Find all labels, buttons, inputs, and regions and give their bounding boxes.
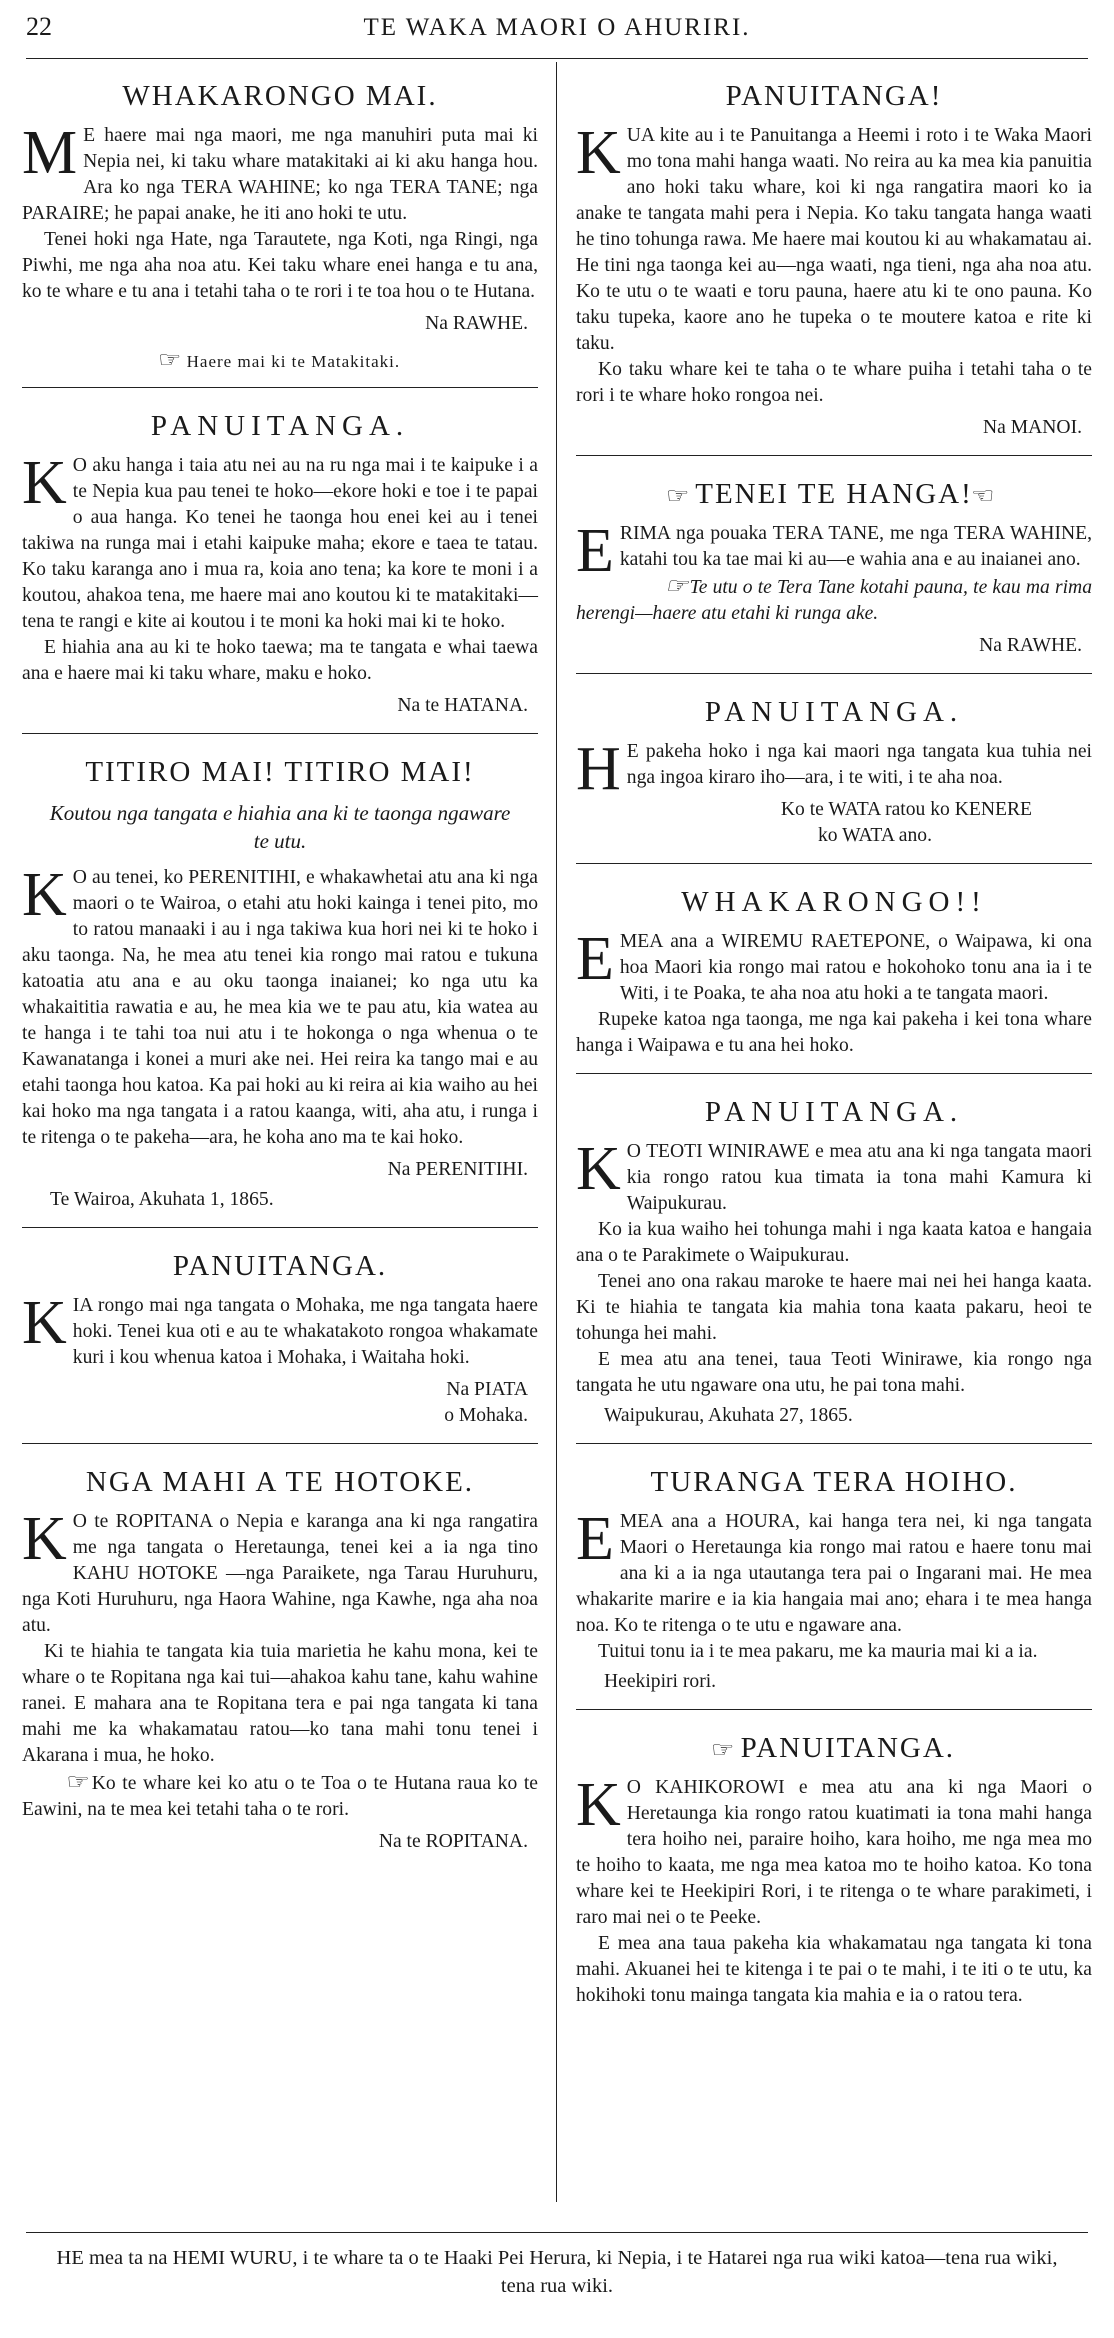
drop-cap: K (576, 119, 621, 187)
notice-title: TITIRO MAI! TITIRO MAI! (85, 756, 475, 788)
left-column (22, 66, 538, 1867)
notice-text: MEA ana a WIREMU RAETEPONE, o Waipawa, ki ona hoa Maori kia rongo mai ratou e hokohoko tonu ana ia i te Witi, i te Poaka, te aha noa atu hoki a te tangata maori. (619, 931, 1092, 1004)
separator (576, 1073, 1092, 1074)
notice-text: UA kite au i te Panuitanga a Heemi i roto i te Waka Maori mo tona mahi hanga waati. No reira au ka mea kia panuitia ano hoki taku whare, koi ki nga rangatira maori ko ia anake te tangata mahi pera i Nepia. Ko taku tangata hanga waati he tino tohunga rawa. Me haere mai koutou ki au whakamatau ai. He tini nga taonga kei au—nga waati, nga tieni, nga aha noa atu. Ko te utu o te waati e toru pauna, haere atu ki te ono pauna. Ko taku tupeka, kaore ano he tupeka o te moutere katoa e rite ki taku. (576, 125, 1092, 354)
notice-text: Tenei hoki nga Hate, nga Tarautete, nga Koti, nga Ringi, nga Piwhi, me nga aha noa atu. Kei taku whare enei hanga e tu ana, ko te whare e tu ana i tetahi taha o te rori i te toa hou o te Hutana. (22, 229, 538, 302)
notice-title: PANUITANGA! (725, 80, 943, 112)
notice-text: E hiahia ana au ki te hoko taewa; ma te tangata e whai taewa ana e haere mai ki taku whare, maku e hoko. (22, 637, 538, 684)
signature: Na RAWHE. (979, 635, 1082, 656)
pointing-hand-icon: ☜ (970, 483, 997, 508)
notice-text: Ko taku whare kei te taha o te whare puiha i tetahi taha o te rori i te whare hoko rongoa nei. (576, 359, 1092, 406)
separator (576, 863, 1092, 864)
notice-title: ☞ PANUITANGA. (710, 1732, 956, 1764)
signature: ko WATA ano. (818, 825, 932, 846)
notice-text: IA rongo mai nga tangata o Mohaka, me nga tangata haere hoki. Tenei kua oti e au te whakatakoto rongoa whakamate kuri i kou whenua katoa i Mohaka, i Waitaha hoki. (72, 1295, 538, 1368)
notice-whakarongo-raetepone (576, 872, 1092, 1071)
separator (576, 455, 1092, 456)
signature: Ko te WATA ratou ko KENERE (780, 799, 1032, 820)
dateline: Te Wairoa, Akuhata 1, 1865. (50, 1189, 274, 1210)
notice-panuitanga-manoi (576, 66, 1092, 453)
signature: Na te ROPITANA. (378, 1831, 528, 1852)
notice-text: Tenei ano ona rakau maroke te haere mai nei hei hanga kaata. Ki te hiahia te tangata kia mahia tona kaata pakaru, heoi te tohunga hei mahi. (576, 1271, 1092, 1344)
notice-titiro-mai (22, 742, 538, 1225)
signature: Na PIATA (446, 1379, 528, 1400)
separator (22, 387, 538, 388)
signature: Na MANOI. (982, 417, 1082, 438)
separator (22, 1443, 538, 1444)
drop-cap: E (576, 1505, 614, 1573)
notice-text: Rupeke katoa nga taonga, me nga kai pakeha i kei tona whare hanga i Waipawa e tu ana hei hoko. (576, 1009, 1092, 1056)
notice-title: PANUITANGA. (704, 1096, 964, 1128)
drop-cap: K (22, 1505, 67, 1573)
notice-panuitanga-hatana (22, 396, 538, 731)
notice-text: O TEOTI WINIRAWE e mea atu ana ki nga tangata maori kia rongo ratou kua timata ia tona mahi Kamura ki Waipukurau. (626, 1141, 1092, 1214)
column-rule (556, 62, 557, 2202)
notice-text: Ki te hiahia te tangata kia tuia marietia he kahu mona, kei te whare o te Ropitana nga kai tui—ahakoa kahu tane, kahu wahine ranei. E mahara ana te Ropitana tera e pai nga tangata ki tana mahi me ka whakamatau ratou—ko tana mahi tonu tenei i Akarana i mua, he hoko. (22, 1641, 538, 1766)
notice-text: Ko ia kua waiho hei tohunga mahi i nga kaata katoa e hangaia ana o te Parakimete o Waipukurau. (576, 1219, 1092, 1266)
signature: Na RAWHE. (425, 313, 528, 334)
notice-title: PANUITANGA. (150, 410, 410, 442)
notice-text: E haere mai nga maori, me nga manuhiri puta mai ki Nepia nei, ki taku whare matakitaki ai ki aku hanga hou. Ara ko nga TERA WAHINE; ko nga TERA TANE; nga PARAIRE; he papai anake, he iti ano hoki te utu. (22, 125, 538, 224)
pointing-hand-icon: ☞ (66, 1769, 90, 1794)
signature: Na te HATANA. (397, 695, 528, 716)
notice-panuitanga-winirawe (576, 1082, 1092, 1441)
notice-text: O au tenei, ko PERENITIHI, e whakawhetai atu ana ki nga maori o te Wairoa, o etahi atu hoki kainga i tenei pito, mo to ratou manaaki i au i nga takiwa kua hori nei ki te hoko i aku taonga. Na, he mea atu tenei kia rongo mai ratou e tukuna katoatia atu ana e au oku taonga inaianei; ko nga utu ka whakaititia rawatia e au, he mea kia we te pau atu, kia watea au te hanga i te tahi toa nui atu i te hokonga o nga whenua o te Kawanatanga i konei a muri ake nei. Hei reira ka tango mai e au etahi taonga hou katoa. Ka pai hoki au ki reira ai kia waiho au hei kai hoko ma nga tangata i a ratou kaanga, witi, aha atu, i runga i te ritenga o te pakeha—ara, he koha ano ma te kai hoko. (22, 867, 538, 1148)
separator (576, 1709, 1092, 1710)
notice-title: WHAKARONGO MAI. (122, 80, 438, 112)
signature: Na PERENITIHI. (387, 1159, 528, 1180)
notice-title: PANUITANGA. (704, 696, 964, 728)
notice-nga-mahi-a-te-hotoke (22, 1452, 538, 1867)
separator (576, 1443, 1092, 1444)
notice-title: ☞ TENEI TE HANGA!☜ (665, 478, 997, 510)
imprint-footer: HE mea ta na HEMI WURU, i te whare ta o te Haaki Pei Herura, ki Nepia, i te Hatarei nga rua wiki katoa—tena rua wiki, tena rua wiki. (56, 2247, 1058, 2297)
notice-subtitle: Koutou nga tangata e hiahia ana ki te taonga ngaware te utu. (49, 801, 511, 853)
drop-cap: K (22, 449, 67, 517)
notice-panuitanga-wata (576, 682, 1092, 861)
notice-text: O KAHIKOROWI e mea atu ana ki nga Maori o Heretaunga kia rongo ratou kuatimati ia tona mahi hanga tera hoiho nei, paraire hoiho, kara hoiho, me nga mea mo te hoiho to kaata, me nga mea katoa mo te hoiho katoa. Ko tona whare kei te Heekipiri Rori, i te ritenga o te whare parakimeti, i raro mai nei o te Peeke. (576, 1777, 1092, 1928)
right-column (576, 66, 1092, 2021)
footer-rule (26, 2232, 1088, 2233)
notice-turanga-tera-hoiho (576, 1452, 1092, 1707)
pointing-hand-icon: ☞ (157, 347, 183, 372)
notice-whakarongo-mai (22, 66, 538, 385)
notice-title: NGA MAHI A TE HOTOKE. (85, 1466, 475, 1498)
notice-text: Ko te whare kei ko atu o te Toa o te Hutana raua ko te Eawini, na te mea kei tetahi taha o te rori. (22, 1773, 538, 1820)
drop-cap: H (576, 735, 621, 803)
drop-cap: E (576, 517, 614, 585)
drop-cap: K (576, 1771, 621, 1839)
notice-title: TURANGA TERA HOIHO. (650, 1466, 1018, 1498)
notice-text: E mea atu ana tenei, taua Teoti Winirawe, kia rongo nga tangata he utu ngaware ona utu, he pai tona mahi. (576, 1349, 1092, 1396)
drop-cap: K (22, 861, 67, 929)
notice-panuitanga-kahikorowi (576, 1718, 1092, 2021)
running-title: TE WAKA MAORI O AHURIRI. (363, 14, 751, 41)
drop-cap: K (576, 1135, 621, 1203)
separator (22, 733, 538, 734)
notice-text: E pakeha hoko i nga kai maori nga tangata kua tuhia nei nga ingoa kiraro iho—ara, i te witi, i te aha noa. (626, 741, 1092, 788)
pointing-hand-icon: ☞ (664, 573, 688, 598)
header-rule (26, 58, 1088, 59)
notice-text: E mea ana taua pakeha kia whakamatau nga tangata ki tona mahi. Akuanei hei te kitenga i te pai o te mahi, i te iti o te utu, ka hokihoki tonu mainga tangata kia mahia e ia o ratou tera. (576, 1933, 1092, 2006)
signature-place: o Mohaka. (444, 1405, 528, 1426)
notice-tenei-te-hanga (576, 464, 1092, 671)
notice-text: Te utu o te Tera Tane kotahi pauna, te kau ma rima herengi—haere atu etahi ki runga ake. (576, 577, 1092, 624)
separator (22, 1227, 538, 1228)
address-line: Heekipiri rori. (604, 1671, 717, 1692)
notice-footnote: ☞ Haere mai ki te Matakitaki. (157, 347, 401, 372)
separator (576, 673, 1092, 674)
drop-cap: M (22, 119, 78, 187)
notice-panuitanga-piata (22, 1236, 538, 1441)
dateline: Waipukurau, Akuhata 27, 1865. (604, 1405, 853, 1426)
page-number: 22 (26, 12, 52, 41)
pointing-hand-icon: ☞ (710, 1737, 737, 1762)
notice-text: Tuitui tonu ia i te mea pakaru, me ka mauria mai ki a ia. (598, 1641, 1038, 1662)
notice-text: O aku hanga i taia atu nei au na ru nga mai i te kaipuke i a te Nepia kua pau tenei te hoko—ekore hoki e toe i te papai o aua hanga. Ko tenei he taonga hou enei kei au i tenei takiwa na runga mai i etahi kaipuke maha; ekore e taea te tatau. Ko taku karanga ano i mua ra, koia ano tena; ka kore te moni i a koutou, ahakoa tena, me haere mai ano koutou ki te matakitaki—tena te rangi e kite ai koutou i te moni ka hoki mai ki te hoko. (22, 455, 538, 632)
pointing-hand-icon: ☞ (665, 483, 692, 508)
notice-text: RIMA nga pouaka TERA TANE, me nga TERA WAHINE, katahi tou ka tae mai ki au—e wahia ana e au inaianei ano. (619, 523, 1092, 570)
notice-text: MEA ana a HOURA, kai hanga tera nei, ki nga tangata Maori o Heretaunga kia rongo mai ratou e haere tonu mai ana ki a ia nga utautanga tera pai o Ingarani mai. He mea whakarite marire e ia kia hangaia mai ano; ehara i te mea hanga noa. Ko te ritenga o te utu e ngaware ana. (576, 1511, 1092, 1636)
notice-title: PANUITANGA. (172, 1250, 388, 1282)
page-header (26, 6, 1088, 62)
notice-title: WHAKARONGO!! (681, 886, 987, 918)
drop-cap: E (576, 925, 614, 993)
drop-cap: K (22, 1289, 67, 1357)
notice-text: O te ROPITANA o Nepia e karanga ana ki nga rangatira me nga tangata o Heretaunga, tenei kei a ia nga tino KAHU HOTOKE —nga Paraikete, nga Tarau Huruhuru, nga Koti Huruhuru, nga Haora Wahine, nga Kawhe, nga aha noa atu. (22, 1511, 538, 1636)
